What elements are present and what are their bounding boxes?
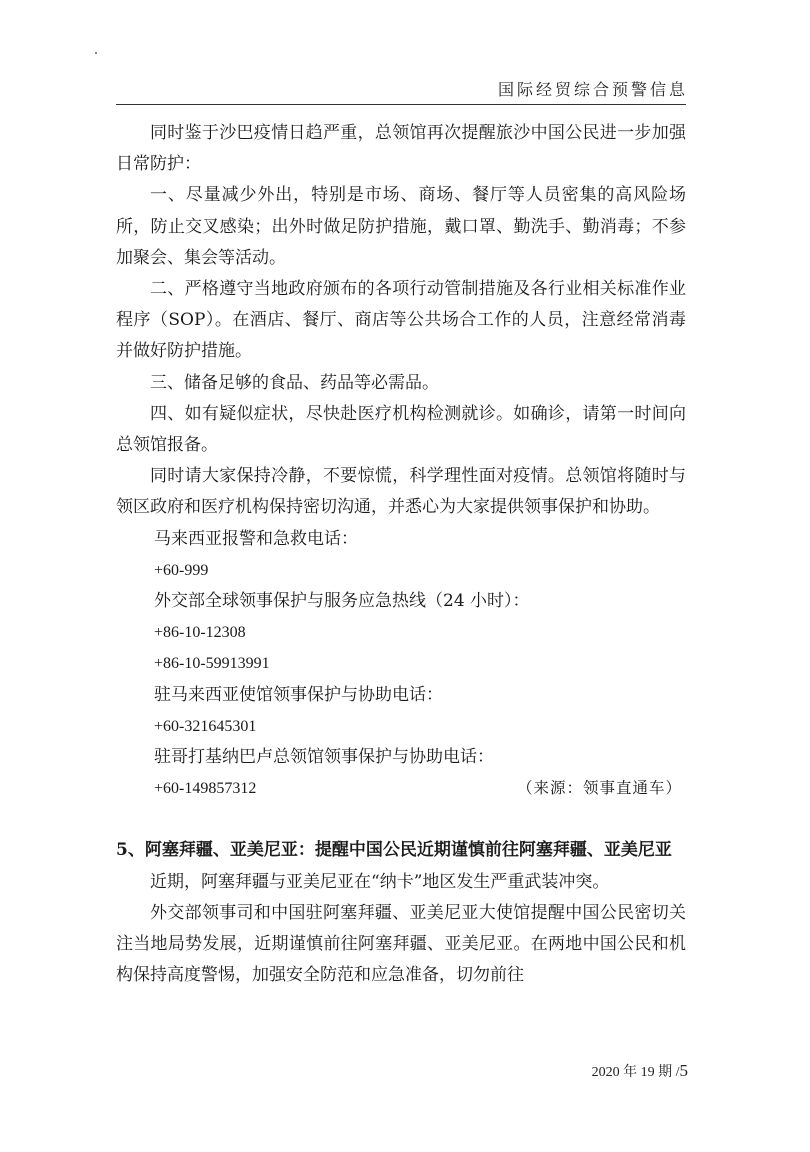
header-rule	[116, 104, 686, 105]
paragraph: 同时请大家保持冷静，不要惊慌，科学理性面对疫情。总领馆将随时与领区政府和医疗机构保持密切沟通，并悉心为大家提供领事保护和协助。	[116, 466, 686, 518]
contact-number: +86-10-12308	[154, 624, 246, 642]
section-spacer	[116, 804, 686, 835]
paragraph: 同时鉴于沙巴疫情日趋严重，总领馆再次提醒旅沙中国公民进一步加强日常防护：	[116, 123, 686, 175]
contact-number: +60-149857312	[154, 780, 257, 798]
section-title: 5、阿塞拜疆、亚美尼亚：提醒中国公民近期谨慎前往阿塞拜疆、亚美尼亚	[116, 840, 672, 861]
contact-label: 外交部全球领事保护与服务应急热线（24 小时）：	[154, 591, 530, 612]
paragraph: 外交部领事司和中国驻阿塞拜疆、亚美尼亚大使馆提醒中国公民密切关注当地局势发展，近期谨慎前往阿塞拜疆、亚美尼亚。在两地中国公民和机构保持高度警惕，加强安全防范和应急准备，切勿前往	[116, 902, 686, 986]
page-footer	[592, 1061, 688, 1081]
page-number: 5	[679, 1061, 688, 1080]
contact-number: +86-10-59913991	[154, 655, 270, 673]
page-body	[116, 118, 686, 991]
source-note: （来源：领事直通车）	[516, 779, 682, 798]
contact-label: 马来西亚报警和急救电话：	[154, 528, 358, 549]
contact-number: +60-999	[154, 561, 209, 579]
paragraph: 二、严格遵守当地政府颁布的各项行动管制措施及各行业相关标准作业程序（SOP）。在酒店、餐厅、商店等公共场合工作的人员，注意经常消毒并做好防护措施。	[116, 279, 686, 362]
scan-dot	[95, 52, 97, 54]
paragraph: 近期，阿塞拜疆与亚美尼亚在“纳卡”地区发生严重武装冲突。	[150, 871, 610, 892]
running-header: 国际经贸综合预警信息	[497, 80, 688, 99]
contact-number: +60-321645301	[154, 717, 257, 735]
paragraph: 四、如有疑似症状，尽快赴医疗机构检测就诊。如确诊，请第一时间向总领馆报备。	[116, 403, 686, 456]
paragraph: 一、尽量减少外出，特别是市场、商场、餐厅等人员密集的高风险场所，防止交叉感染；出外时做足防护措施，戴口罩、勤洗手、勤消毒；不参加聚会、集会等活动。	[116, 185, 686, 268]
issue-label: 2020 年 19 期 /	[591, 1065, 680, 1080]
contact-label: 驻哥打基纳巴卢总领馆领事保护与协助电话：	[154, 747, 494, 768]
contact-label: 驻马来西亚使馆领事保护与协助电话：	[154, 684, 443, 705]
contact-source-row	[116, 773, 686, 804]
paragraph: 三、储备足够的食品、药品等必需品。	[150, 372, 439, 393]
